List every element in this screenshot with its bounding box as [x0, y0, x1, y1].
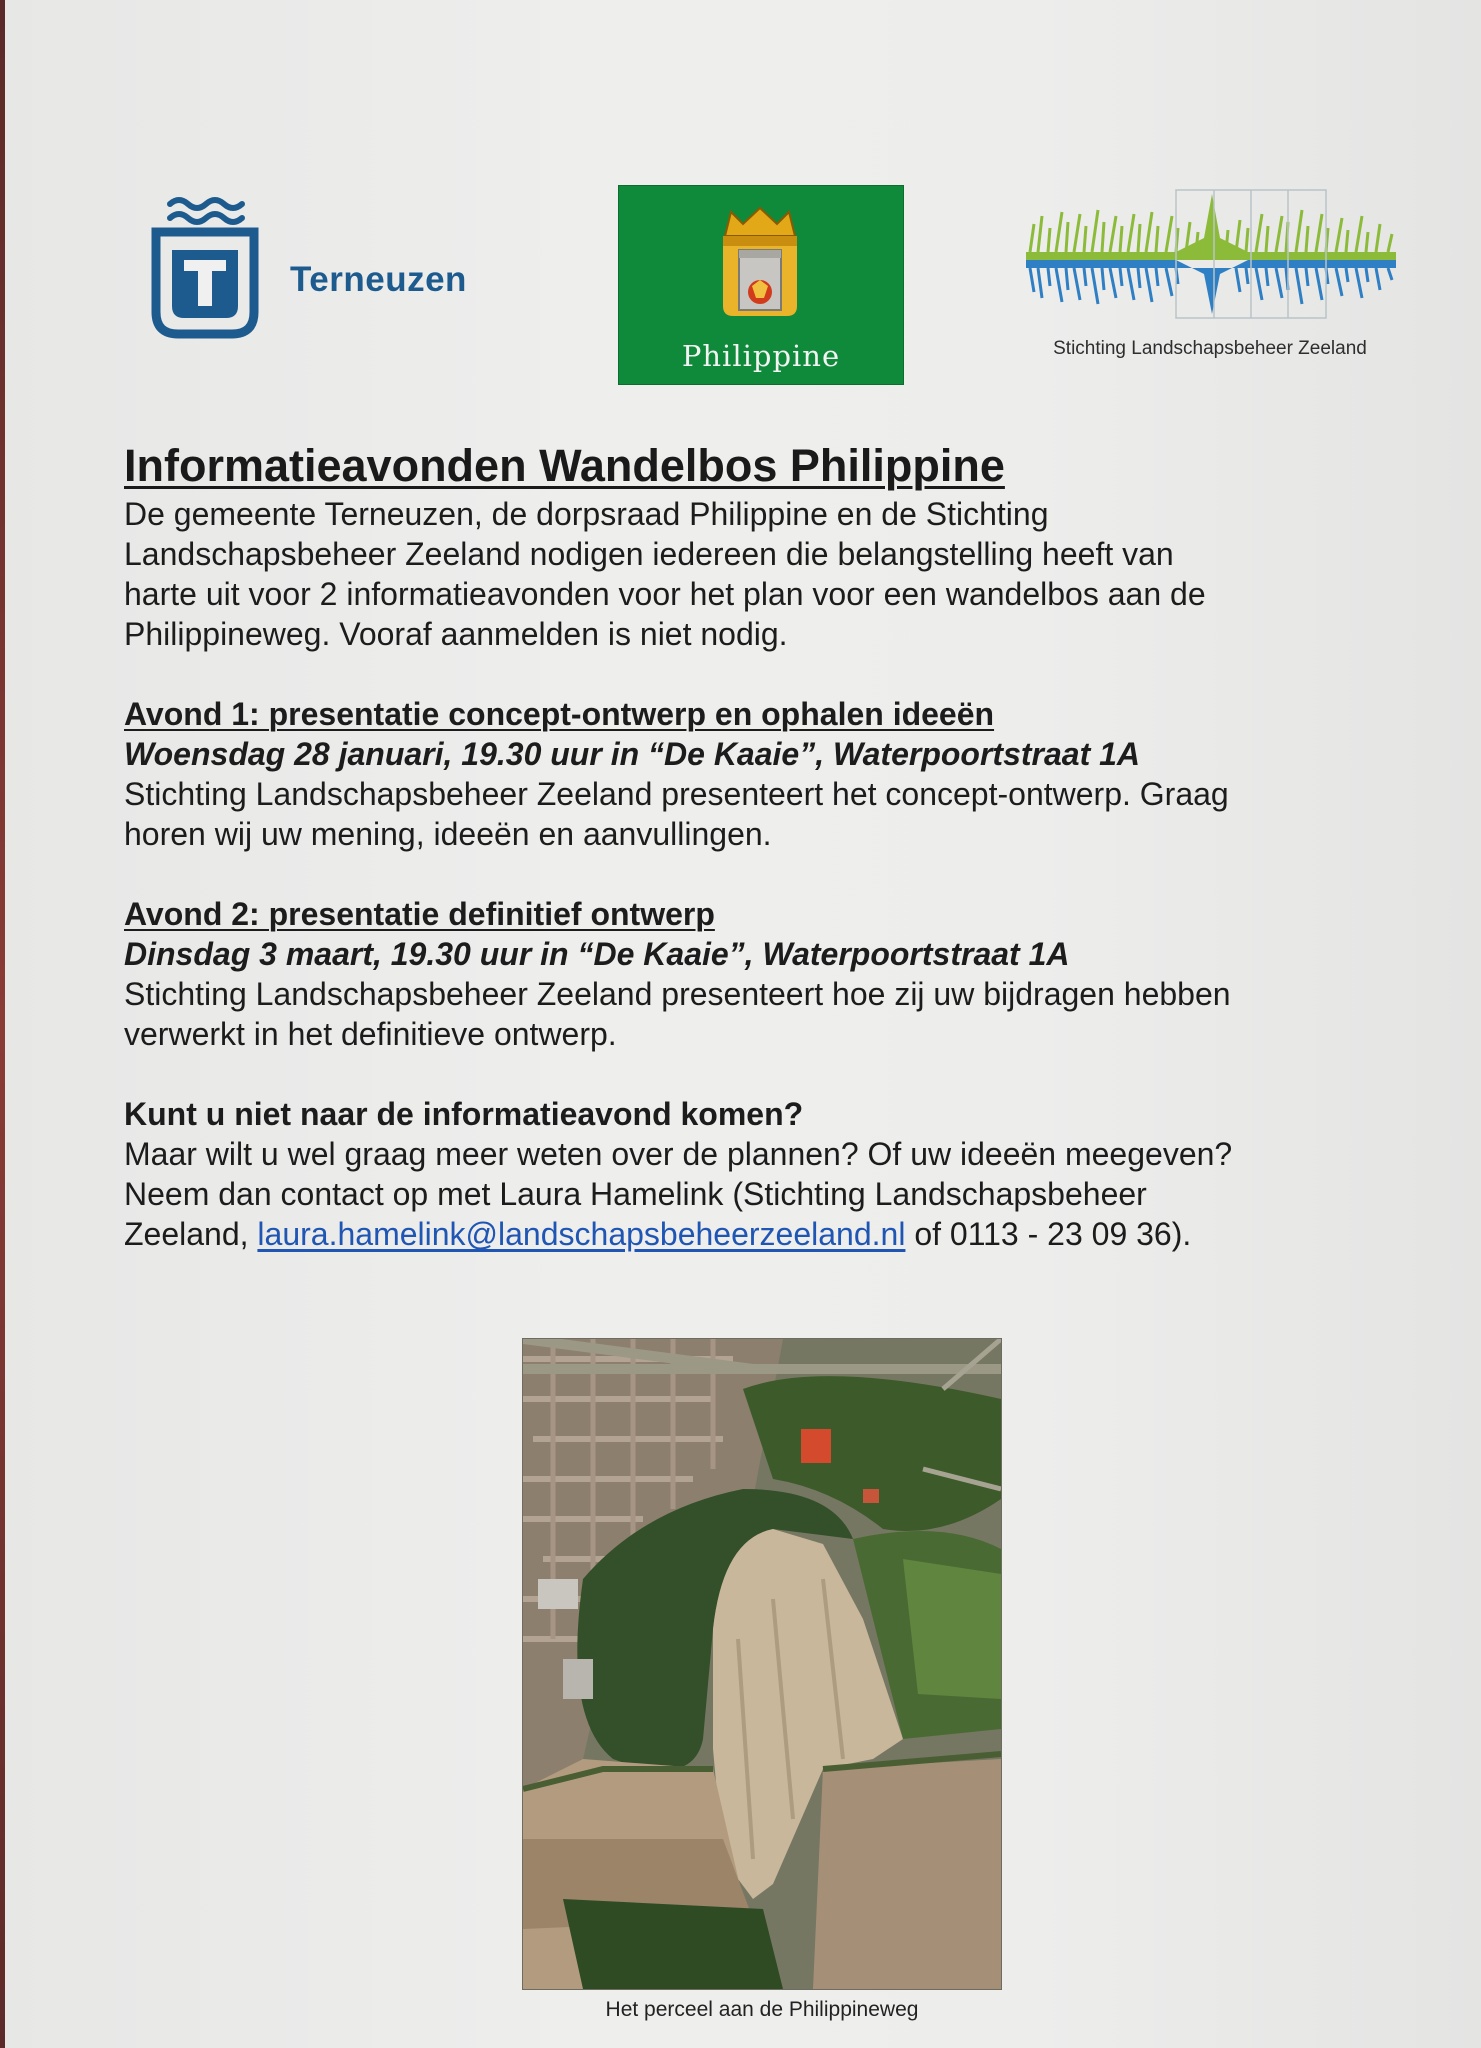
contact-line: Maar wilt u wel graag meer weten over de plannen? Of uw ideeën meegeven?: [124, 1136, 1233, 1172]
evening-1-description-line: Stichting Landschapsbeheer Zeeland presenteert het concept-ontwerp. Graag: [124, 776, 1229, 812]
intro-line: De gemeente Terneuzen, de dorpsraad Philippine en de Stichting: [124, 496, 1049, 532]
terneuzen-logo-name: Terneuzen: [290, 260, 467, 299]
contact-section: [124, 1094, 1404, 1254]
intro-line: Landschapsbeheer Zeeland nodigen iedereen die belangstelling heeft van: [124, 536, 1174, 572]
evening-1-section: [124, 694, 1404, 854]
logo-bar: [0, 0, 1481, 400]
intro-line: Philippineweg. Vooraf aanmelden is niet nodig.: [124, 616, 788, 652]
evening-1-heading: Avond 1: presentatie concept-ontwerp en ophalen ideeën: [124, 696, 995, 732]
intro-line: harte uit voor 2 informatieavonden voor het plan voor een wandelbos aan de: [124, 576, 1206, 612]
evening-2-description-line: verwerkt in het definitieve ontwerp.: [124, 1016, 617, 1052]
page-title: Informatieavonden Wandelbos Philippine: [124, 440, 1005, 491]
philippine-flag: [619, 186, 903, 384]
contact-line: [124, 1214, 1404, 1254]
slz-logo-name: Stichting Landschapsbeheer Zeeland: [1053, 338, 1367, 359]
contact-line: Neem dan contact op met Laura Hamelink (Stichting Landschapsbeheer: [124, 1176, 1147, 1212]
evening-1-date: Woensdag 28 januari, 19.30 uur in “De Kaaie”, Waterpoortstraat 1A: [124, 736, 1141, 772]
reed-reflection-icon: [1026, 186, 1396, 322]
philippine-logo-name: Philippine: [681, 339, 841, 373]
intro-paragraph: [124, 494, 1404, 654]
evening-2-description-line: Stichting Landschapsbeheer Zeeland presenteert hoe zij uw bijdragen hebben: [124, 976, 1231, 1012]
contact-line-prefix: Zeeland,: [124, 1216, 258, 1252]
evening-2-section: [124, 894, 1404, 1054]
photo-caption: Het perceel aan de Philippineweg: [605, 1998, 919, 2021]
terneuzen-shield-icon: [150, 194, 260, 339]
email-link[interactable]: laura.hamelink@landschapsbeheerzeeland.nl: [257, 1216, 906, 1252]
evening-1-description-line: horen wij uw mening, ideeën en aanvullingen.: [124, 816, 772, 852]
evening-2-date: Dinsdag 3 maart, 19.30 uur in “De Kaaie”, Waterpoortstraat 1A: [124, 936, 1070, 972]
contact-heading: Kunt u niet naar de informatieavond komen?: [124, 1096, 804, 1132]
philippine-coat-of-arms-icon: [717, 206, 803, 318]
aerial-photo-image: [523, 1339, 1001, 1989]
evening-2-heading: Avond 2: presentatie definitief ontwerp: [124, 896, 715, 932]
contact-line-suffix: of 0113 - 23 09 36).: [905, 1216, 1192, 1252]
flyer-text: [124, 438, 1404, 1254]
